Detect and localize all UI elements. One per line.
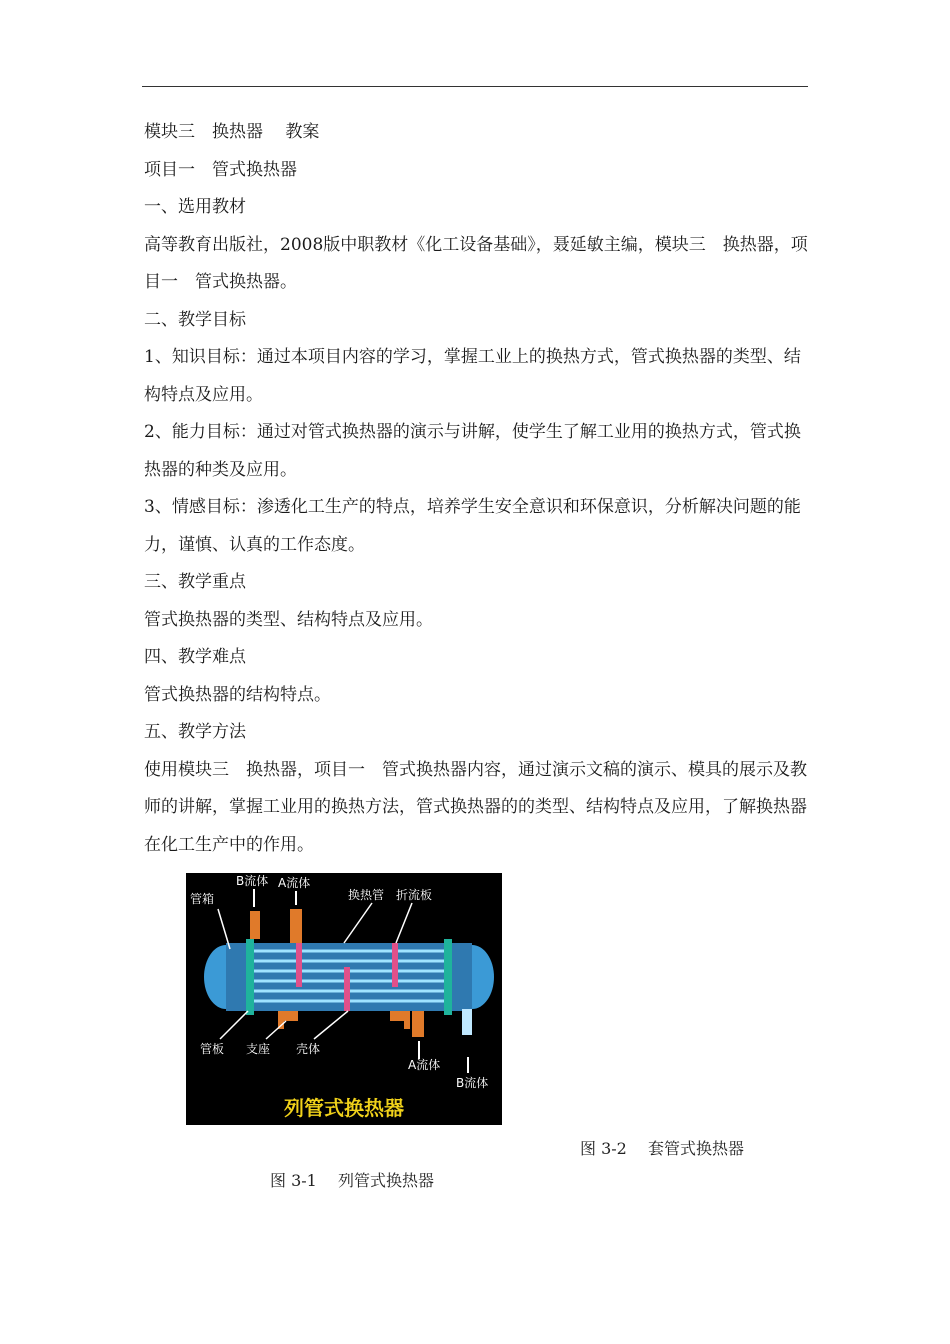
label-support: 支座 — [246, 1042, 271, 1056]
b-inlet-nozzle — [250, 911, 260, 939]
section-heading: 二、教学目标 — [144, 309, 246, 330]
tube-sheet-left — [246, 939, 254, 1015]
section-heading: 三、教学重点 — [144, 572, 246, 592]
label-a-fluid-in: A流体 — [408, 1058, 441, 1072]
project-title: 项目一 管式换热器 — [144, 159, 297, 180]
a-outlet-nozzle — [290, 909, 302, 943]
paragraph: 使用模块三 换热器，项目一 管式换热器内容，通过演示文稿的演示、模具的展示及教师的讲解，掌握工业用的换热方法，管式换热器的的类型、结构特点及应用，了解换热器在化工生产中的作用。 — [144, 759, 807, 855]
label-tube-sheet: 管板 — [200, 1042, 225, 1056]
label-b-fluid-in: B流体 — [236, 874, 269, 888]
label-b-fluid-out: B流体 — [456, 1076, 489, 1090]
figure-caption-3-1: 图 3-1 列管式换热器 — [270, 1171, 434, 1190]
paragraph: 1、知识目标：通过本项目内容的学习，掌握工业上的换热方式，管式换热器的类型、结构特点及应用。 — [144, 347, 801, 405]
section-heading: 五、教学方法 — [144, 722, 246, 742]
heat-exchanger-figure — [186, 873, 502, 1125]
label-baffle: 折流板 — [396, 888, 433, 902]
section-heading: 一、选用教材 — [144, 197, 246, 217]
section-heading: 四、教学难点 — [144, 647, 246, 667]
header-rule — [142, 86, 808, 87]
b-outlet-nozzle — [462, 1009, 472, 1035]
paragraph: 高等教育出版社，2008版中职教材《化工设备基础》，聂延敏主编，模块三 换热器，项目一 管式换热器。 — [144, 234, 808, 292]
label-a-fluid-out: A流体 — [278, 876, 311, 890]
paragraph: 管式换热器的类型、结构特点及应用。 — [144, 609, 433, 630]
support-right — [390, 1011, 410, 1029]
label-shell: 壳体 — [296, 1042, 321, 1056]
label-tube-box: 管箱 — [190, 892, 215, 906]
paragraph: 3、情感目标：渗透化工生产的特点，培养学生安全意识和环保意识，分析解决问题的能力，谨慎、认真的工作态度。 — [144, 497, 801, 555]
paragraph: 2、能力目标：通过对管式换热器的演示与讲解，使学生了解工业用的换热方式，管式换热器的种类及应用。 — [144, 422, 801, 480]
a-inlet-nozzle — [412, 1011, 424, 1037]
figure-caption-3-2: 图 3-2 套管式换热器 — [580, 1139, 744, 1158]
tube-sheet-right — [444, 939, 452, 1015]
document-body — [144, 114, 808, 864]
label-tubes: 换热管 — [348, 888, 385, 902]
figure-title: 列管式换热器 — [284, 1096, 404, 1120]
heat-exchanger-illustration — [186, 873, 502, 1125]
doc-title: 模块三 换热器 教案 — [144, 122, 320, 142]
paragraph: 管式换热器的结构特点。 — [144, 684, 331, 705]
